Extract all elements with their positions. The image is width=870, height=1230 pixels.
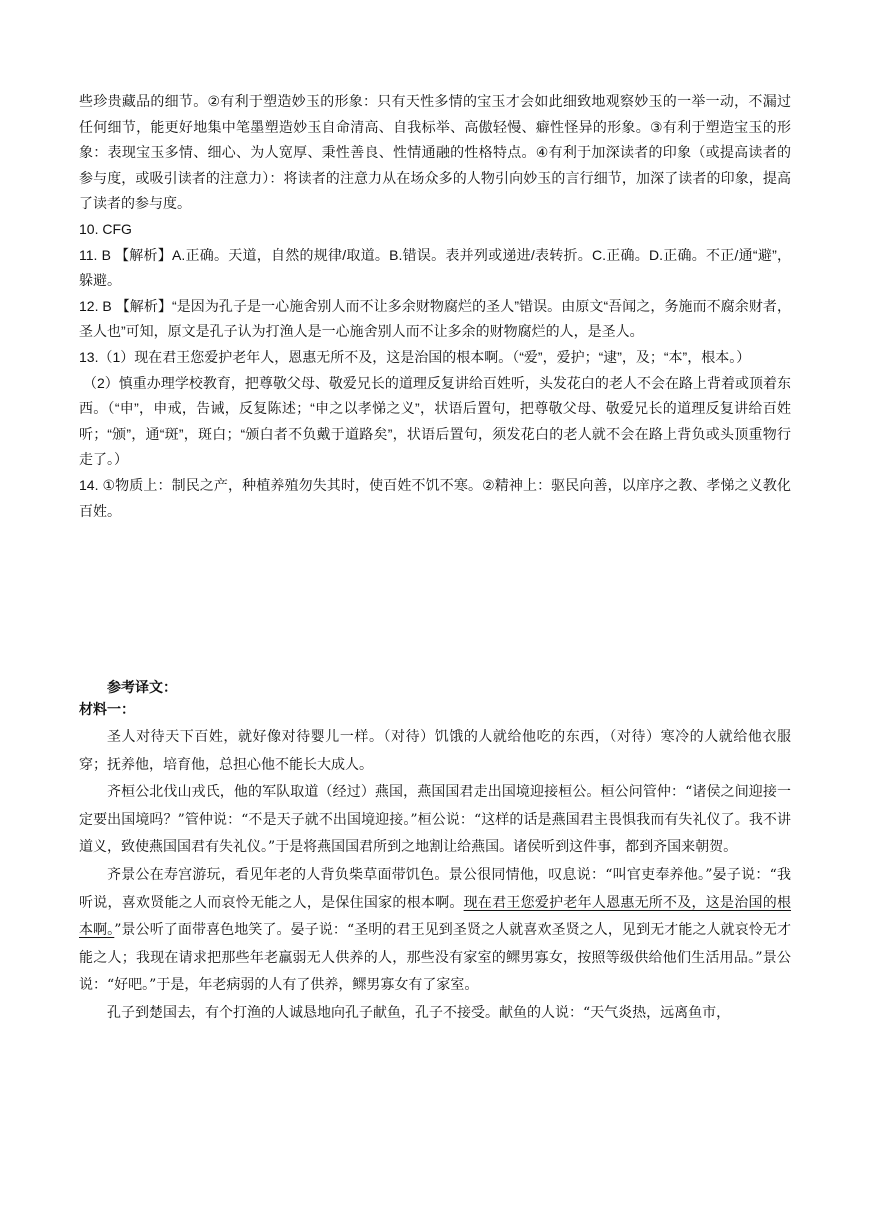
answer-13-part-2: （2）慎重办理学校教育，把尊敬父母、敬爱兄长的道理反复讲给百姓听，头发花白的老人不会在路上背着或顶着东西。（“申”，申戒，告诫，反复陈述；“申之以孝悌之义”，状语后置句，把尊敬父母、敬爱兄长的道理反复讲给百姓听；“颁”，通“斑”，斑白；“颁白者不负戴于道路矣”，状语后置句，须发花白的老人就不会在路上背负或头顶重物行走了。） [79, 374, 791, 468]
answer-14: 14. ①物质上：制民之产，种植养殖勿失其时，使百姓不饥不寒。②精神上：驱民向善，以庠序之教、孝悌之义教化百姓。 [79, 476, 791, 519]
translation-paragraph-4: 孔子到楚国去，有个打渔的人诚恳地向孔子献鱼，孔子不接受。献鱼的人说：“天气炎热，远离鱼市， [107, 1004, 731, 1021]
underlined-sentence: 现在君王您爱护老年人恩惠无所不及，这是治国的根本啊。 [79, 894, 792, 939]
translation-text [79, 724, 791, 1028]
answer-10: 10. CFG [79, 220, 132, 237]
paragraph-3-start: 齐景公在寿宫游玩，看见年老的人背负柴草面带饥色。景公很同情他，叹息说：“叫官吏奉养他。”晏子说：“我听说，喜欢贤能之人而哀怜无能之人，是保住国家的根本啊。 [79, 866, 791, 911]
answer-9-continued: 些珍贵藏品的细节。②有利于塑造妙玉的形象：只有天性多情的宝玉才会如此细致地观察妙玉的一举一动，不漏过任何细节，能更好地集中笔墨塑造妙玉自命清高、自我标举、高傲轻慢、癖性怪异的形象。③有利于塑造宝玉的形象：表现宝玉多情、细心、为人宽厚、秉性善良、性情通融的性格特点。④有利于加深读者的印象（或提高读者的参与度，或吸引读者的注意力）：将读者的注意力从在场众多的人物引向妙玉的言行细节，加深了读者的印象，提高了读者的参与度。 [79, 93, 791, 212]
translation-heading: 参考译文： [107, 680, 177, 696]
material-one-label: 材料一： [79, 702, 135, 718]
answer-key [79, 89, 791, 524]
answer-13-part-1: 13.（1）现在君王您爱护老年人，恩惠无所不及，这是治国的根本啊。（“爱”，爱护；“逮”，及；“本”，根本。） [79, 348, 751, 365]
answer-12: 12. B 【解析】“是因为孔子是一心施舍别人而不让多余财物腐烂的圣人”错误。由原文“吾闻之，务施而不腐余财者，圣人也”可知，原文是孔子认为打渔人是一心施舍别人而不让多余的财物腐烂的人，是圣人。 [79, 297, 791, 340]
translation-paragraph-2: 齐桓公北伐山戎氏，他的军队取道（经过）燕国，燕国国君走出国境迎接桓公。桓公问管仲：“诸侯之间迎接一定要出国境吗？”管仲说：“不是天子就不出国境迎接。”桓公说：“这样的话是燕国君主畏惧我而有失礼仪了。我不讲道义，致使燕国国君有失礼仪。”于是将燕国国君所到之地割让给燕国。诸侯听到这件事，都到齐国来朝贺。 [79, 784, 791, 856]
translation-paragraph-3 [79, 862, 791, 1000]
paragraph-3-end: ”景公听了面带喜色地笑了。晏子说：“圣明的君王见到圣贤之人就喜欢圣贤之人，见到无才能之人就哀怜无才能之人；我现在请求把那些年老羸弱无人供养的人，那些没有家室的鳏男寡女，按照等级供给他们生活用品。”景公说：“好吧。”于是，年老病弱的人有了供养，鳏男寡女有了家室。 [79, 922, 792, 994]
translation-paragraph-1: 圣人对待天下百姓，就好像对待婴儿一样。（对待）饥饿的人就给他吃的东西，（对待）寒冷的人就给他衣服穿；抚养他，培育他，总担心他不能长大成人。 [79, 729, 791, 773]
answer-11: 11. B 【解析】A.正确。天道，自然的规律/取道。B.错误。表并列或递进/表转折。C.正确。D.正确。不正/通“避”，躲避。 [79, 246, 791, 289]
